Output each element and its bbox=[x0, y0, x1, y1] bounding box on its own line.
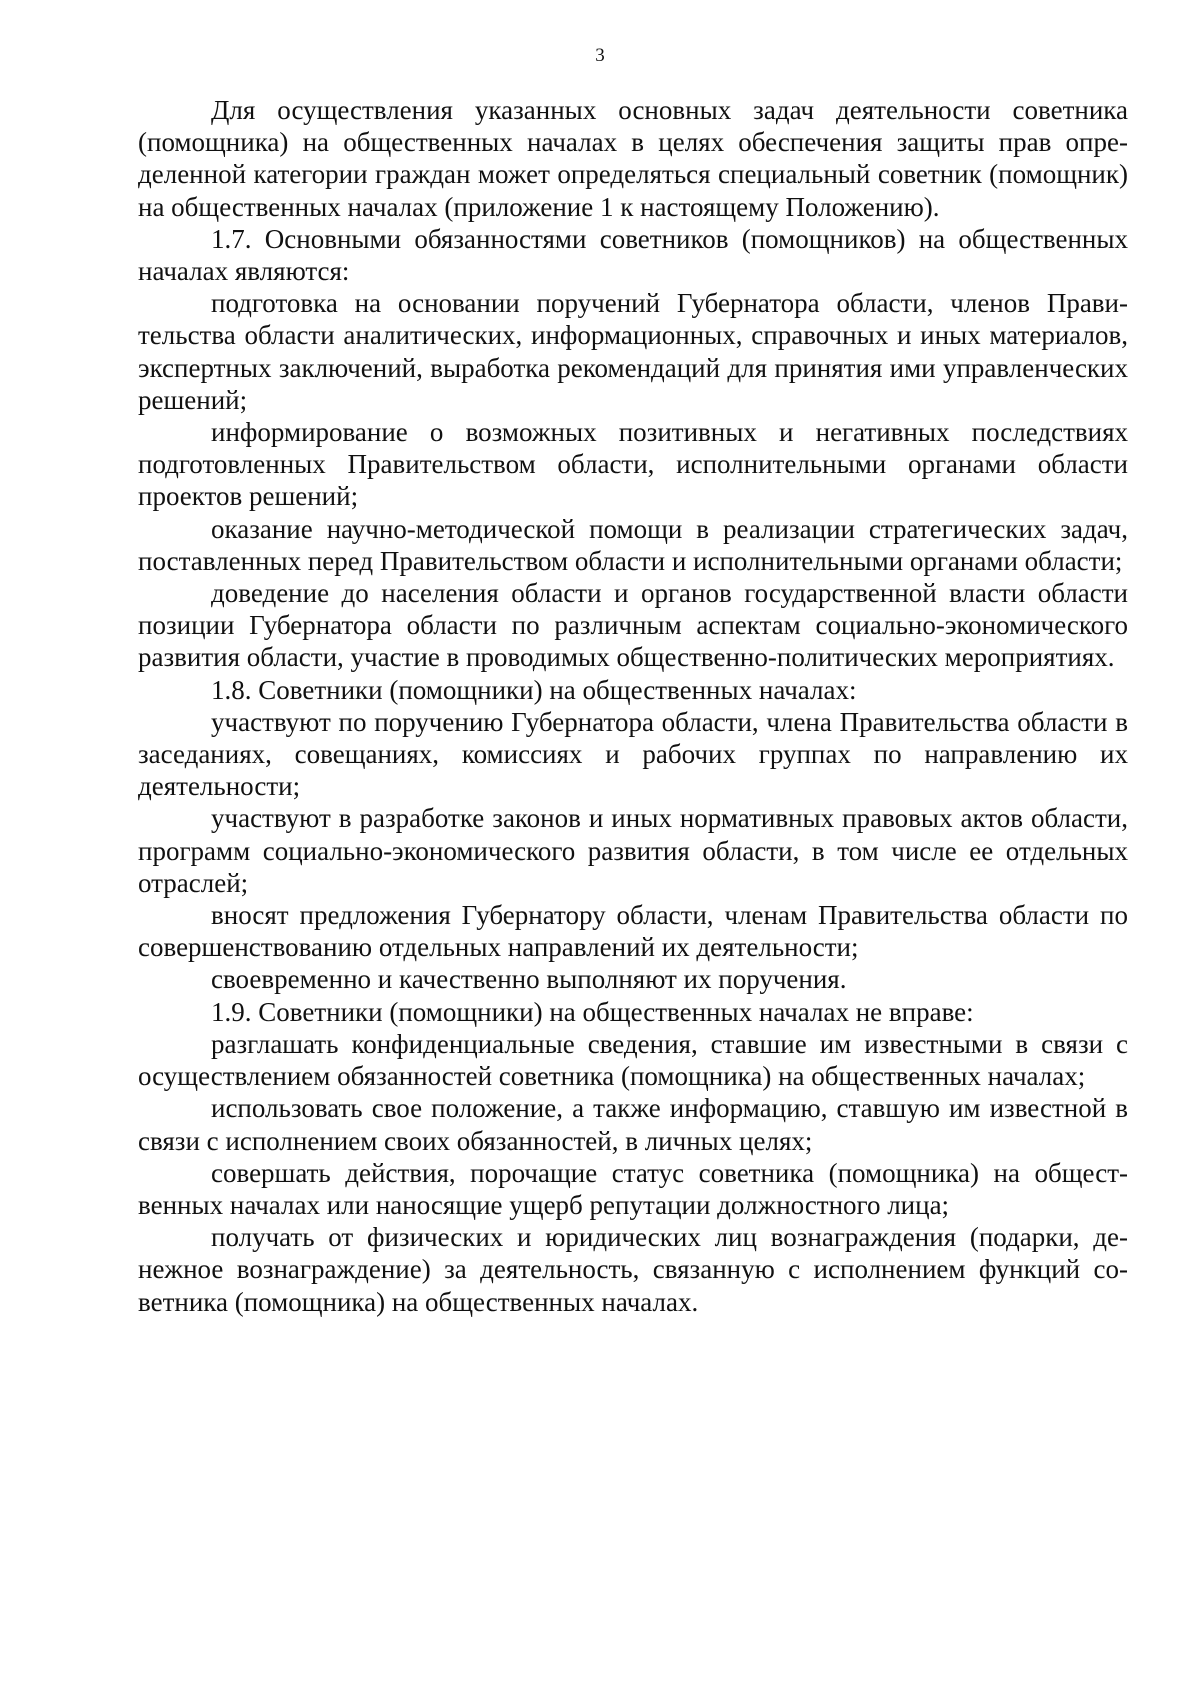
paragraph-1-9-heading: 1.9. Советники (помощники) на общественных началах не вправе: bbox=[211, 996, 974, 1027]
paragraph-1-7-item-3: оказание научно-методической помощи в реализации стратегических задач, поставленных перед Правительством области и исполнительными органами области; bbox=[138, 513, 1128, 576]
paragraph-intro: Для осуществления указанных основных задач деятельности советника (помощника) на общественных началах в целях обеспечения защиты прав определенной категории граждан может определяться специальный советник (помощник) на общественных началах (приложение 1 к настоящему Положению). bbox=[138, 95, 1128, 222]
paragraph-1-9-item-2: использовать свое положение, а также информацию, ставшую им известной в связи с исполнением своих обязанностей, в личных целях; bbox=[138, 1093, 1128, 1156]
paragraph-1-7-item-1: подготовка на основании поручений Губернатора области, членов Правительства области аналитических, информационных, справочных и иных материалов, экспертных заключений, выработка рекомендаций для принятия ими управленческих решений; bbox=[138, 288, 1128, 415]
paragraph-1-7-item-4: доведение до населения области и органов государственной власти области позиции Губернатора области по различным аспектам социально-экономического развития области, участие в проводимых общественно-политических мероприятиях. bbox=[138, 578, 1128, 673]
paragraph-1-8-item-2: участвуют в разработке законов и иных нормативных правовых актов области, программ социально-экономического развития области, в том числе ее отдельных отраслей; bbox=[138, 803, 1128, 898]
paragraph-1-8-heading: 1.8. Советники (помощники) на общественных началах: bbox=[211, 674, 857, 705]
paragraph-1-7-item-2: информирование о возможных позитивных и негативных последствиях подготовленных Правительством области, исполнительными органами области проектов решений; bbox=[138, 417, 1128, 512]
document-body bbox=[138, 94, 1128, 1318]
paragraph-1-9-item-1: разглашать конфиденциальные сведения, ставшие им известными в связи с осуществлением обязанностей советника (помощника) на общественных началах; bbox=[138, 1028, 1128, 1092]
paragraph-1-7-heading: 1.7. Основными обязанностями советников (помощников) на общественных началах являются: bbox=[138, 223, 1128, 287]
paragraph-1-9-item-3: совершать действия, порочащие статус советника (помощника) на общественных началах или наносящие ущерб репутации должностного лица; bbox=[138, 1157, 1128, 1220]
paragraph-1-8-item-4: своевременно и качественно выполняют их поручения. bbox=[211, 964, 847, 995]
page-number: 3 bbox=[595, 45, 605, 66]
paragraph-1-8-item-3: вносят предложения Губернатору области, членам Правительства области по совершенствованию отдельных направлений их деятельности; bbox=[138, 900, 1128, 963]
paragraph-1-9-item-4: получать от физических и юридических лиц вознаграждения (подарки, денежное вознаграждение) за деятельность, связанную с исполнением функций советника (помощника) на общественных началах. bbox=[138, 1222, 1128, 1317]
paragraph-1-8-item-1: участвуют по поручению Губернатора области, члена Правительства области в заседаниях, совещаниях, комиссиях и рабочих группах по направлению их деятельности; bbox=[138, 706, 1128, 802]
